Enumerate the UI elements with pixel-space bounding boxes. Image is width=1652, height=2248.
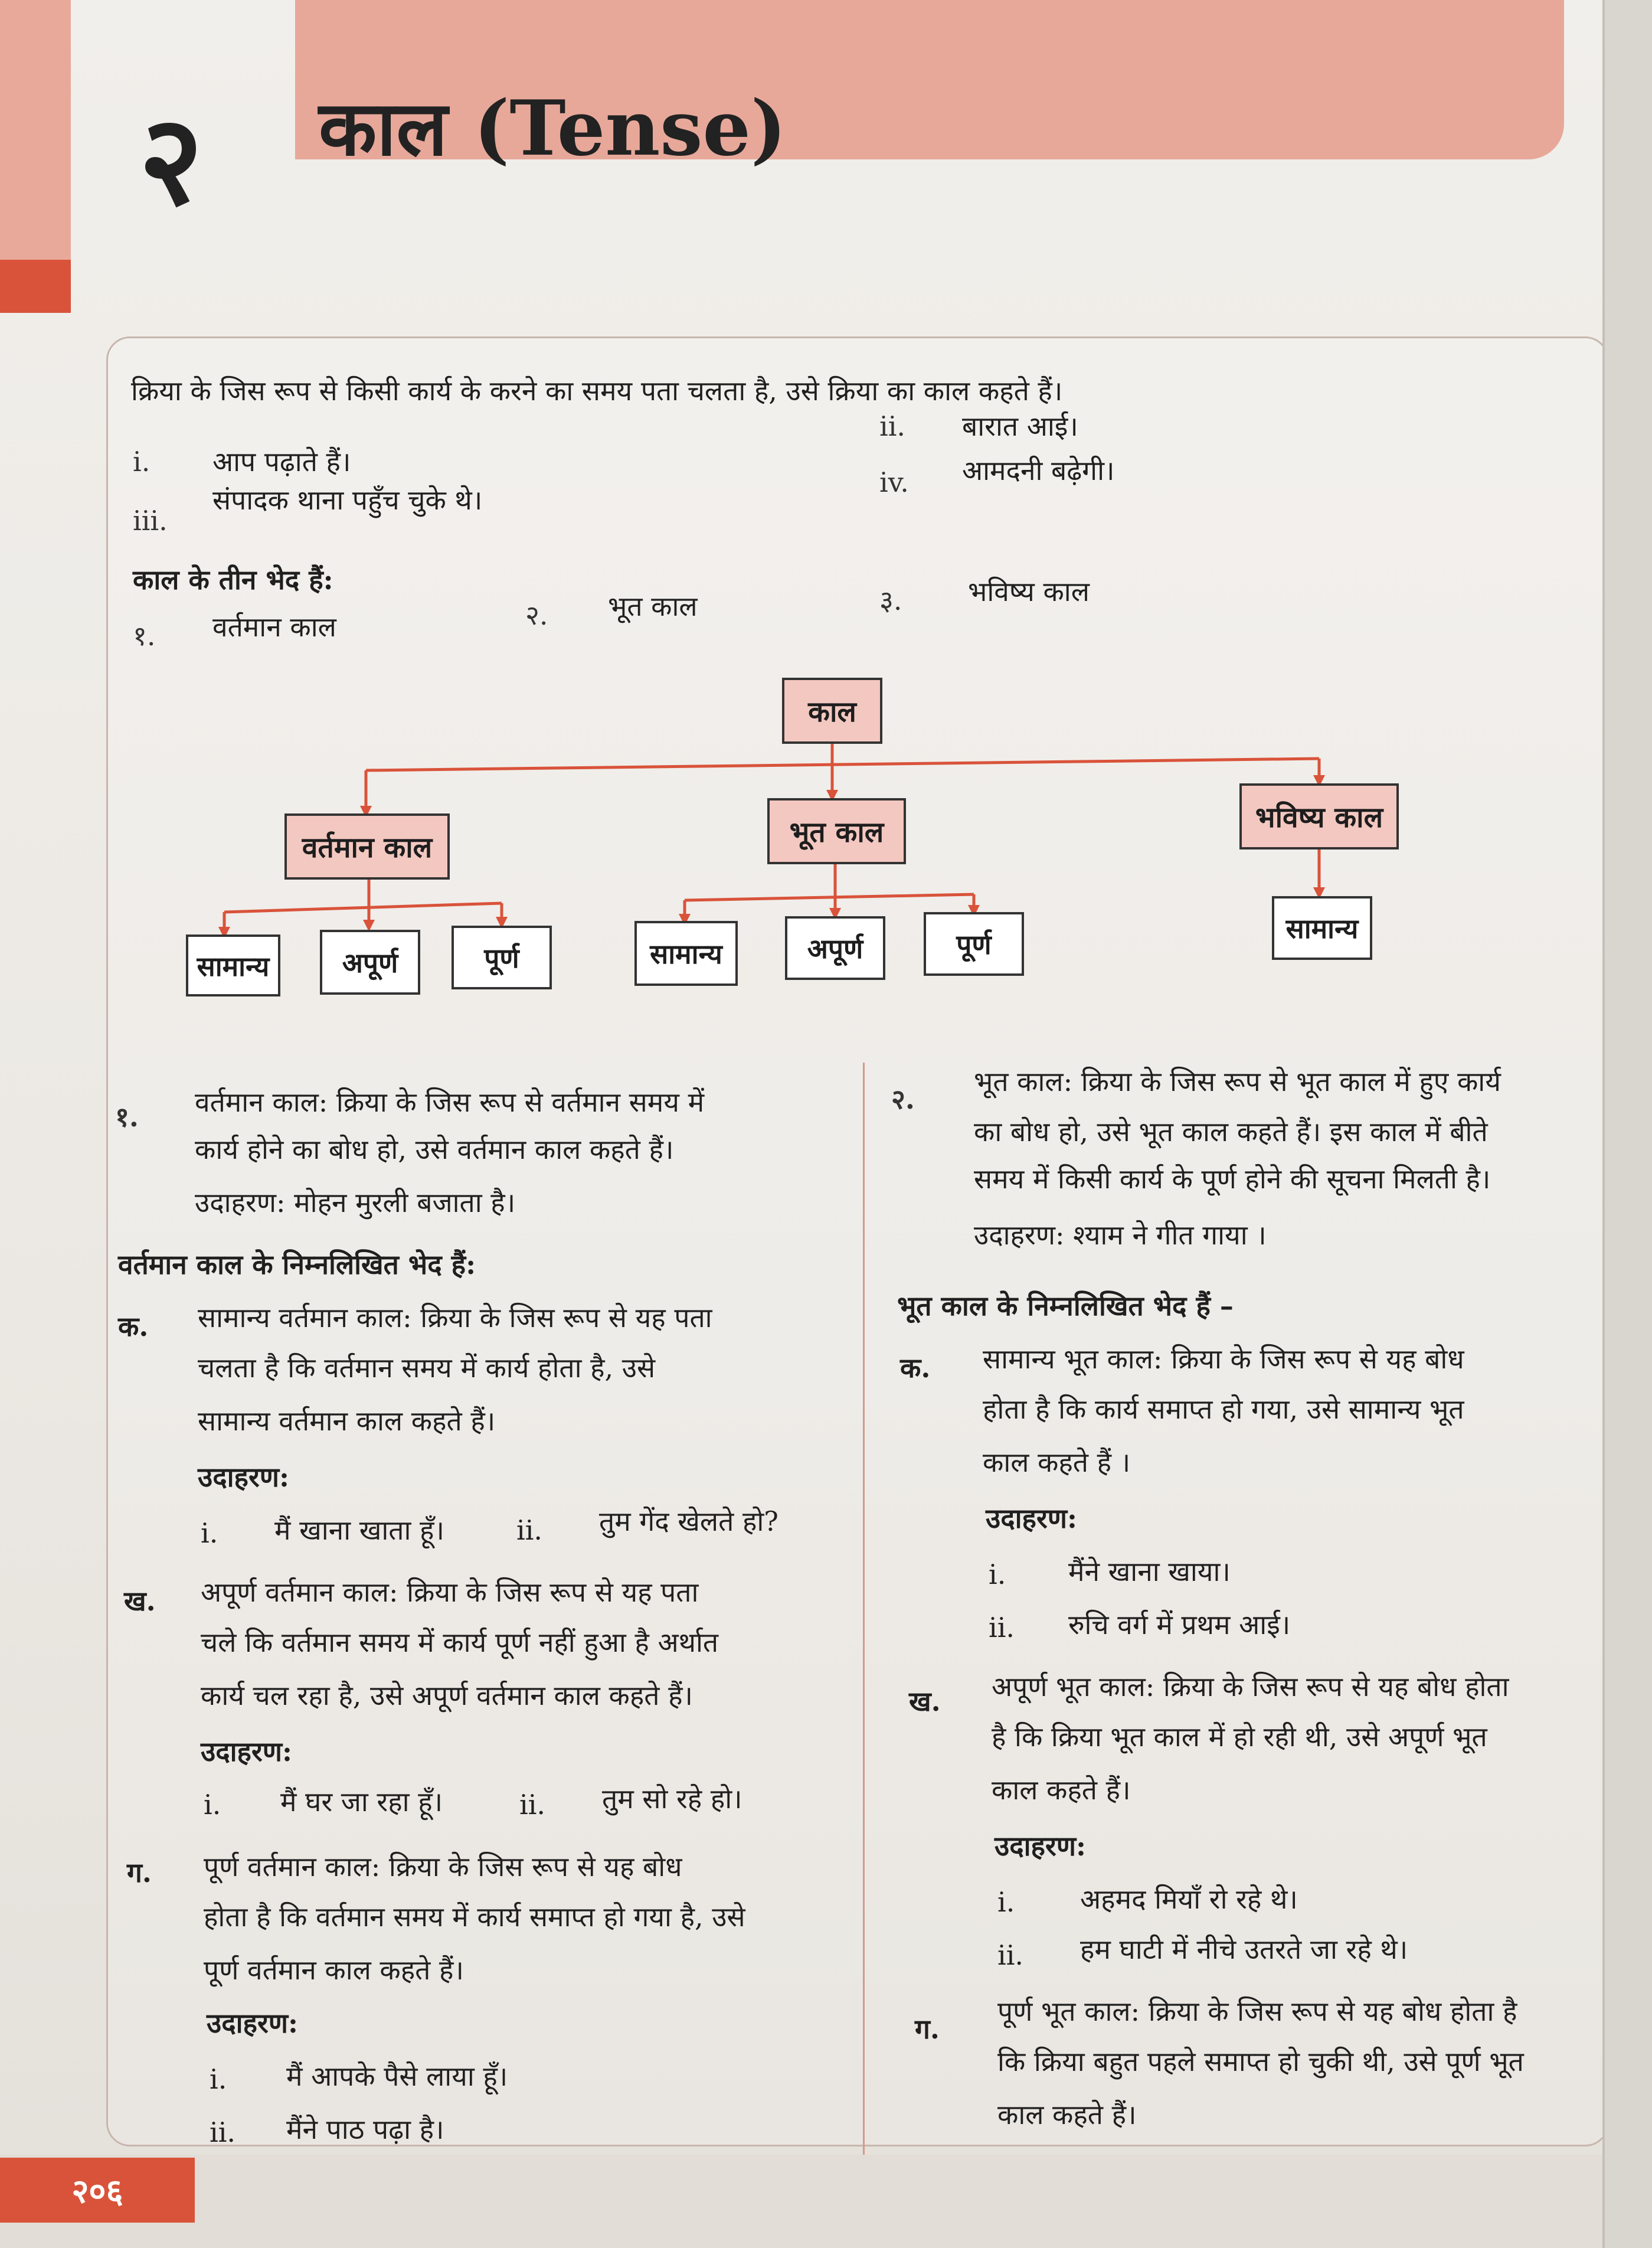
past-tense-line: का बोध हो, उसे भूत काल कहते हैं। इस काल में बीते bbox=[974, 1116, 1488, 1148]
simple-present-line: सामान्य वर्तमान काल: क्रिया के जिस रूप से यह पता bbox=[198, 1302, 712, 1334]
example-text: आप पढ़ाते हैं। bbox=[212, 446, 351, 478]
diagram-root-node: काल bbox=[782, 678, 882, 744]
example-marker: ii. bbox=[210, 2116, 236, 2148]
column-divider bbox=[863, 1063, 865, 2155]
example-label: उदाहरण: bbox=[995, 1830, 1087, 1862]
diagram-leaf-past-imperfect: अपूर्ण bbox=[785, 916, 885, 980]
example-text: मैंने पाठ पढ़ा है। bbox=[286, 2113, 444, 2145]
type-text: भूत काल bbox=[608, 590, 698, 622]
example-label: उदाहरण: bbox=[986, 1502, 1078, 1534]
example-label: उदाहरण: bbox=[207, 2007, 299, 2039]
chapter-number: २ bbox=[139, 87, 204, 233]
imperfect-present-line: चले कि वर्तमान समय में कार्य पूर्ण नहीं हुआ है अर्थात bbox=[201, 1626, 719, 1658]
section-marker: १. bbox=[115, 1101, 139, 1133]
definition-text: क्रिया के जिस रूप से किसी कार्य के करने का समय पता चलता है, उसे क्रिया का काल कहते हैं। bbox=[131, 375, 1063, 407]
example-marker: iv. bbox=[879, 466, 909, 498]
example-marker: i. bbox=[989, 1558, 1006, 1590]
example-marker: i. bbox=[210, 2063, 227, 2095]
type-marker: १. bbox=[133, 620, 156, 652]
subtype-marker: ख. bbox=[124, 1585, 156, 1617]
type-text: भविष्य काल bbox=[968, 576, 1090, 607]
imperfect-present-line: अपूर्ण वर्तमान काल: क्रिया के जिस रूप से यह पता bbox=[201, 1576, 699, 1608]
example-marker: ii. bbox=[516, 1514, 543, 1546]
subtype-marker: क. bbox=[900, 1352, 931, 1384]
diagram-leaf-past-simple: सामान्य bbox=[634, 921, 738, 986]
example-text: रुचि वर्ग में प्रथम आई। bbox=[1068, 1609, 1291, 1641]
past-tense-example: उदाहरण: श्याम ने गीत गाया । bbox=[974, 1219, 1267, 1251]
simple-present-line: चलता है कि वर्तमान समय में कार्य होता है, उसे bbox=[198, 1352, 656, 1384]
example-marker: i. bbox=[997, 1886, 1015, 1918]
type-marker: २. bbox=[525, 599, 548, 631]
type-marker: ३. bbox=[879, 584, 902, 616]
example-text: तुम सो रहे हो। bbox=[602, 1783, 742, 1815]
example-text: मैं खाना खाता हूँ। bbox=[274, 1514, 444, 1546]
example-marker: ii. bbox=[519, 1789, 546, 1821]
diagram-leaf-future-simple: सामान्य bbox=[1272, 896, 1372, 960]
chapter-title: काल (Tense) bbox=[319, 84, 787, 173]
subtype-marker: ग. bbox=[915, 2013, 940, 2045]
tense-tree-connectors bbox=[0, 0, 1652, 1033]
present-tense-example: उदाहरण: मोहन मुरली बजाता है। bbox=[195, 1187, 516, 1218]
example-text: तुम गेंद खेलते हो? bbox=[599, 1505, 778, 1537]
perfect-present-line: पूर्ण वर्तमान काल कहते हैं। bbox=[204, 1954, 464, 1986]
example-marker: iii. bbox=[133, 505, 168, 537]
diagram-leaf-present-perfect: पूर्ण bbox=[452, 926, 552, 989]
example-text: मैंने खाना खाया। bbox=[1068, 1556, 1231, 1587]
simple-past-line: सामान्य भूत काल: क्रिया के जिस रूप से यह बोध bbox=[983, 1343, 1464, 1375]
perfect-past-line: कि क्रिया बहुत पहले समाप्त हो चुकी थी, उसे पूर्ण भूत bbox=[997, 2046, 1524, 2077]
example-text: मैं आपके पैसे लाया हूँ। bbox=[286, 2060, 508, 2092]
past-tense-line: समय में किसी कार्य के पूर्ण होने की सूचना मिलती है। bbox=[974, 1163, 1491, 1195]
diagram-branch-future: भविष्य काल bbox=[1239, 783, 1399, 849]
example-text: बारात आई। bbox=[962, 410, 1078, 442]
example-text: हम घाटी में नीचे उतरते जा रहे थे। bbox=[1080, 1933, 1408, 1965]
adjacent-page-edge bbox=[1602, 0, 1652, 2248]
section-marker: २. bbox=[891, 1083, 915, 1115]
example-marker: ii. bbox=[997, 1939, 1024, 1971]
perfect-present-line: पूर्ण वर्तमान काल: क्रिया के जिस रूप से यह बोध bbox=[204, 1851, 682, 1883]
present-tense-line: कार्य होने का बोध हो, उसे वर्तमान काल कहते हैं। bbox=[195, 1133, 674, 1165]
simple-present-line: सामान्य वर्तमान काल कहते हैं। bbox=[198, 1405, 496, 1437]
example-marker: ii. bbox=[989, 1612, 1015, 1643]
simple-past-line: होता है कि कार्य समाप्त हो गया, उसे सामान्य भूत bbox=[983, 1393, 1464, 1425]
simple-past-line: काल कहते हैं । bbox=[983, 1446, 1131, 1478]
example-marker: i. bbox=[204, 1789, 221, 1821]
subtype-marker: ख. bbox=[909, 1685, 941, 1717]
past-subtypes-heading: भूत काल के निम्नलिखित भेद हैं – bbox=[897, 1290, 1234, 1322]
past-tense-line: भूत काल: क्रिया के जिस रूप से भूत काल में हुए कार्य bbox=[974, 1066, 1501, 1097]
perfect-past-line: काल कहते हैं। bbox=[997, 2099, 1137, 2131]
example-text: संपादक थाना पहुँच चुके थे। bbox=[212, 484, 483, 516]
type-text: वर्तमान काल bbox=[212, 611, 336, 643]
types-heading: काल के तीन भेद हैं: bbox=[133, 564, 333, 596]
example-marker: i. bbox=[201, 1517, 218, 1549]
imperfect-past-line: है कि क्रिया भूत काल में हो रही थी, उसे अपूर्ण भूत bbox=[992, 1721, 1487, 1753]
diagram-leaf-past-perfect: पूर्ण bbox=[924, 912, 1024, 976]
imperfect-past-line: काल कहते हैं। bbox=[992, 1774, 1131, 1806]
diagram-leaf-present-imperfect: अपूर्ण bbox=[320, 930, 420, 995]
perfect-past-line: पूर्ण भूत काल: क्रिया के जिस रूप से यह बोध होता है bbox=[997, 1995, 1517, 2027]
example-text: अहमद मियाँ रो रहे थे। bbox=[1080, 1883, 1298, 1915]
example-marker: ii. bbox=[879, 410, 906, 442]
subtype-marker: क. bbox=[118, 1311, 149, 1342]
example-text: मैं घर जा रहा हूँ। bbox=[280, 1786, 443, 1818]
diagram-branch-past: भूत काल bbox=[767, 798, 906, 864]
diagram-leaf-present-simple: सामान्य bbox=[186, 935, 280, 996]
footer-band bbox=[0, 2155, 1617, 2248]
page-number: २०६ bbox=[0, 2158, 195, 2223]
example-label: उदाहरण: bbox=[201, 1736, 293, 1767]
perfect-present-line: होता है कि वर्तमान समय में कार्य समाप्त हो गया है, उसे bbox=[204, 1901, 745, 1933]
diagram-branch-present: वर्तमान काल bbox=[284, 813, 450, 880]
imperfect-past-line: अपूर्ण भूत काल: क्रिया के जिस रूप से यह बोध होता bbox=[992, 1671, 1509, 1703]
subtype-marker: ग. bbox=[127, 1857, 152, 1888]
example-label: उदाहरण: bbox=[198, 1461, 290, 1493]
example-text: आमदनी बढ़ेगी। bbox=[962, 455, 1115, 486]
present-tense-line: वर्तमान काल: क्रिया के जिस रूप से वर्तमान समय में bbox=[195, 1086, 705, 1118]
present-subtypes-heading: वर्तमान काल के निम्नलिखित भेद हैं: bbox=[118, 1249, 476, 1280]
imperfect-present-line: कार्य चल रहा है, उसे अपूर्ण वर्तमान काल कहते हैं। bbox=[201, 1680, 693, 1711]
example-marker: i. bbox=[133, 446, 151, 478]
